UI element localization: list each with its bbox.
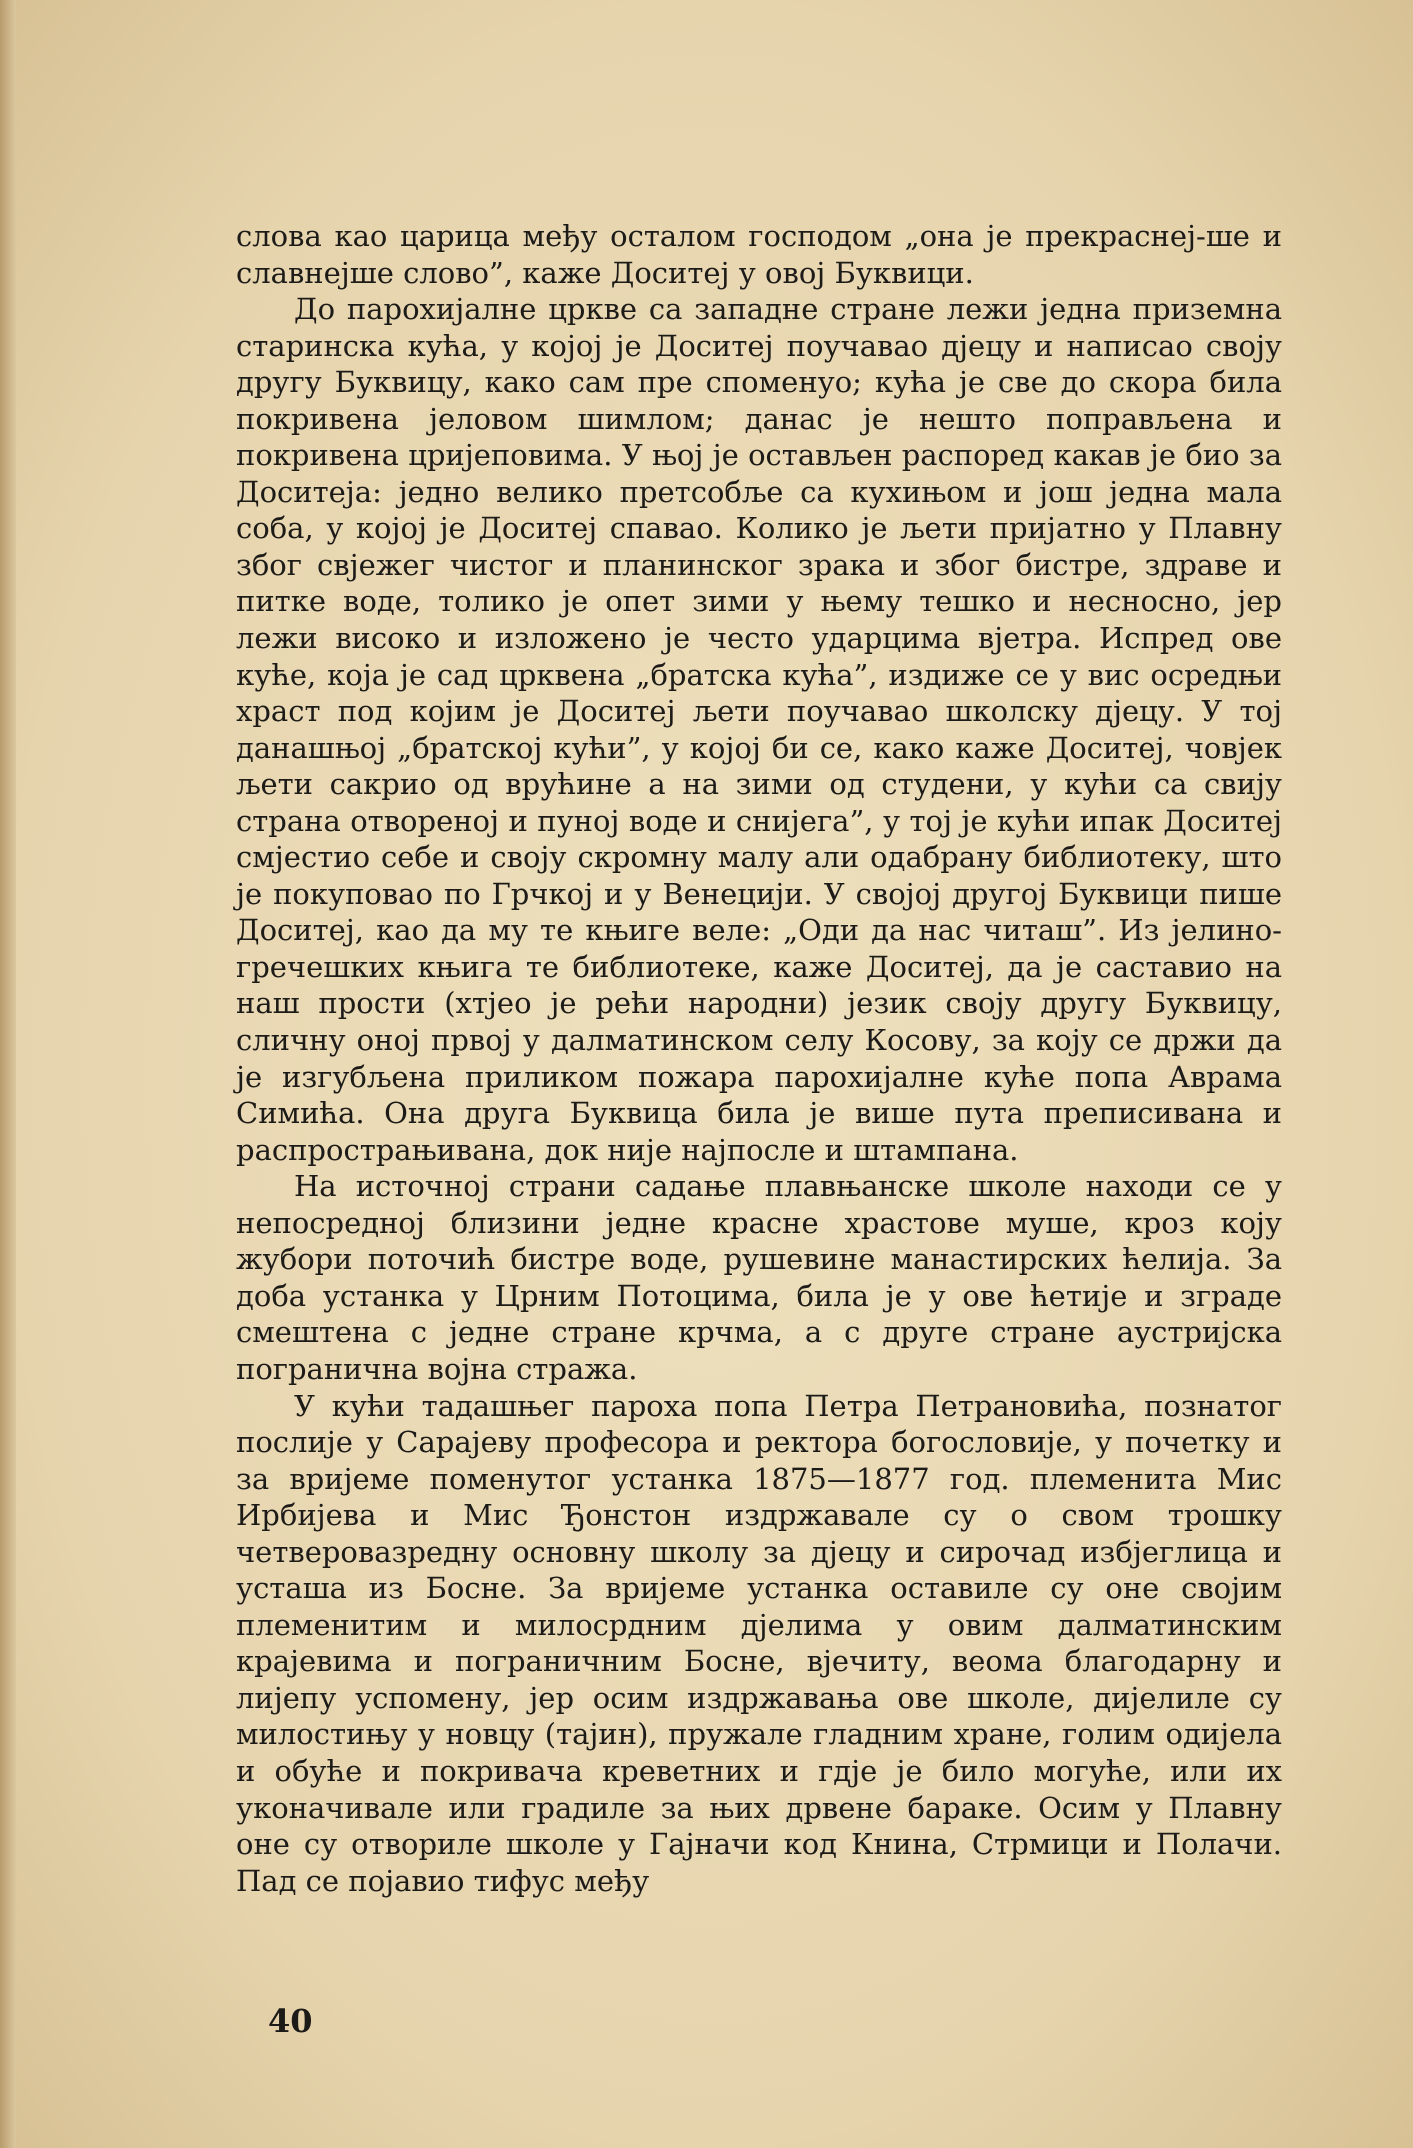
paragraph-4: У кући тадашњег пароха попа Петра Петрановића, познатог послије у Сарајеву професора и ректора богословије, у почетку и за вријеме поменутог устанка 1875—1877 год. племенита Мис Ирбијева и Мис Ђонстон издржавале су о свом трошку четверовазредну основну школу за дјецу и сирочад избјеглица и усташа из Босне. За вријеме устанка оставиле су оне својим племенитим и милосрдним дјелима у овим далматинским крајевима и пограничним Босне, вјечиту, веома благодарну и лијепу успомену, јер осим издржавања ове школе, дијелиле су милостињу у новцу (тајин), пружале гладним хране, голим одијела и обуће и покривача креветних и гдје је било могуће, или их уконачивале или градиле за њих дрвене бараке. Осим у Плавну оне су отвориле школе у Гајначи код Книна, Стрмици и Полачи. Пад се појавио тифус међу xyxy=(236,1388,1282,1898)
page-left-edge xyxy=(0,0,16,2148)
body-text xyxy=(236,218,1282,1899)
paragraph-2: До парохијалне цркве са западне стране лежи једна приземна старинска кућа, у којој је Доситеј поучавао дјецу и написао своју другу Буквицу, како сам пре споменуо; кућа је све до скора била покривена јеловом шимлом; данас је нешто поправљена и покривена цријеповима. У њој је остављен распоред какав је био за Доситеја: једно велико претсобље са кухињом и још једна мала соба, у којој је Доситеј спавао. Колико је љети пријатно у Плавну због свјежег чистог и планинског зрака и због бистре, здраве и питке воде, толико је опет зими у њему тешко и несносно, јер лежи високо и изложено је често ударцима вјетра. Испред ове куће, која је сад црквена „братска кућа”, издиже се у вис осредњи храст под којим је Доситеј љети поучавао школску дјецу. У тој данашњој „братској кући”, у којој би се, како каже Доситеј, човјек љети сакрио од врућине а на зими од студени, у кући са свију страна отвореној и пуној воде и снијега”, у тој је кући ипак Доситеј смјестио себе и своју скромну малу али одабрану библиотеку, што је покуповао по Грчкој и у Венецији. У својој другој Буквици пише Доситеј, као да му те књиге веле: „Оди да нас читаш”. Из јелино-гречешких књига те библиотеке, каже Доситеј, да је саставио на наш прости (хтјео је рећи народни) језик своју другу Буквицу, сличну оној првој у далматинском селу Косову, за коју се држи да је изгубљена приликом пожара парохијалне куће попа Аврама Симића. Она друга Буквица била је више пута преписивана и распрострањивана, док није најпосле и штампана. xyxy=(236,292,1282,1167)
page-number: 40 xyxy=(268,2002,313,2040)
paragraph-1: слова као царица међу осталом господом „она је прекраснеј-ше и славнејше слово”, каже Доситеј у овој Буквици. xyxy=(236,219,1282,290)
paragraph-3: На источној страни садање плавњанске школе находи се у непосредној близини једне красне храстове муше, кроз коју жубори поточић бистре воде, рушевине манастирских ћелија. За доба устанка у Црним Потоцима, била је у ове ћетије и зграде смештена с једне стране крчма, а с друге стране аустријска погранична војна стража. xyxy=(236,1169,1282,1386)
